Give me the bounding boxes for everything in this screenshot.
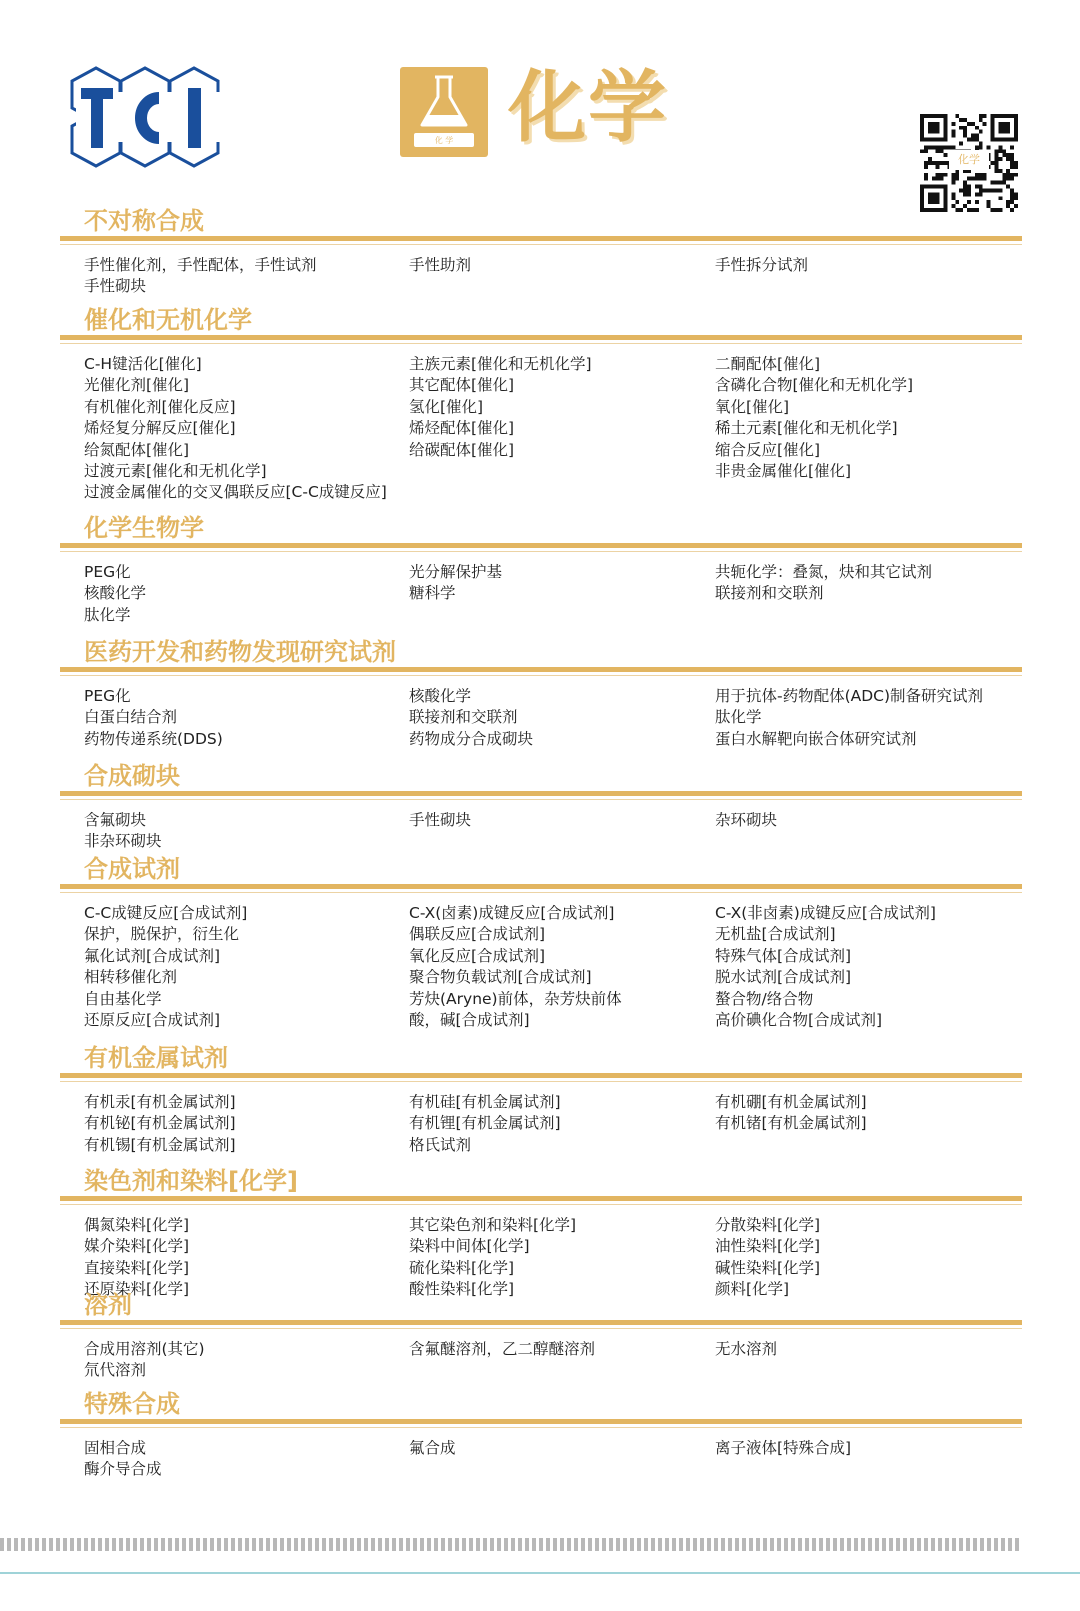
section-title: 合成砌块 (84, 762, 180, 790)
category-link[interactable]: 有机硅[有机金属试剂] (409, 1093, 561, 1111)
category-link[interactable]: 保护，脱保护，衍生化 (84, 925, 240, 944)
section-column (715, 903, 936, 1031)
category-link[interactable]: 自由基化学 (84, 989, 162, 1008)
section-rule-thin (60, 1328, 1022, 1329)
category-link[interactable]: 脱水试剂[合成试剂] (715, 968, 852, 987)
category-link[interactable]: 有机锡[有机金属试剂] (84, 1135, 236, 1154)
section-column (84, 354, 387, 504)
section-column (715, 1438, 851, 1459)
category-link[interactable]: 手性催化剂，手性配体，手性试剂 (84, 256, 317, 274)
category-link[interactable]: PEG化 (84, 563, 131, 581)
category-link[interactable]: 合成用溶剂(其它) (84, 1340, 205, 1358)
section-title: 合成试剂 (84, 855, 180, 883)
section-rule-thin (60, 675, 1022, 676)
category-link[interactable]: 格氏试剂 (409, 1135, 472, 1154)
category-link[interactable]: 固相合成 (84, 1439, 147, 1457)
category-link[interactable]: 缩合反应[催化] (715, 440, 821, 459)
section-rule-thin (60, 551, 1022, 552)
category-link[interactable]: PEG化 (84, 687, 131, 705)
category-link[interactable]: 有机催化剂[催化反应] (84, 397, 236, 416)
category-link[interactable]: 颜料[化学] (715, 1280, 790, 1299)
category-link[interactable]: C-H键活化[催化] (84, 355, 202, 373)
category-link[interactable]: 含氟醚溶剂，乙二醇醚溶剂 (409, 1340, 596, 1358)
section-column (409, 562, 502, 605)
category-link[interactable]: 特殊气体[合成试剂] (715, 946, 852, 965)
category-link[interactable]: 肽化学 (715, 708, 762, 727)
section-column (715, 1339, 777, 1360)
category-link[interactable]: 过渡金属催化的交叉偶联反应[C-C成键反应] (84, 483, 387, 502)
category-link[interactable]: 核酸化学 (84, 584, 147, 603)
category-link[interactable]: 酸性染料[化学] (409, 1280, 515, 1299)
category-link[interactable]: 药物成分合成砌块 (409, 729, 534, 748)
category-link[interactable]: 氘代溶剂 (84, 1361, 147, 1380)
section-column (715, 562, 932, 605)
section-column (409, 1215, 576, 1301)
category-link[interactable]: 非杂环砌块 (84, 832, 162, 851)
category-link[interactable]: 聚合物负载试剂[合成试剂] (409, 968, 592, 987)
section-column (715, 686, 983, 750)
section-title: 溶剂 (84, 1291, 132, 1319)
section-rule (60, 884, 1022, 889)
category-link[interactable]: 二酮配体[催化] (715, 355, 821, 373)
category-link[interactable]: 稀土元素[催化和无机化学] (715, 419, 898, 438)
category-link[interactable]: 光催化剂[催化] (84, 376, 190, 395)
section-rule (60, 1196, 1022, 1201)
section-rule (60, 1419, 1022, 1424)
section-rule (60, 791, 1022, 796)
section-column (84, 686, 223, 750)
category-link[interactable]: 烯烃配体[催化] (409, 419, 515, 438)
category-link[interactable]: 非贵金属催化[催化] (715, 462, 852, 481)
footer-dashed-bar (0, 1538, 1022, 1551)
section-column (409, 1339, 595, 1360)
category-link[interactable]: 氟合成 (409, 1439, 456, 1457)
category-link[interactable]: 药物传递系统(DDS) (84, 729, 223, 748)
category-link[interactable]: 偶联反应[合成试剂] (409, 925, 546, 944)
section-rule (60, 1320, 1022, 1325)
category-link[interactable]: 氧化[催化] (715, 397, 790, 416)
section-column (409, 354, 592, 461)
category-link[interactable]: 有机锗[有机金属试剂] (715, 1114, 867, 1133)
category-link[interactable]: 给氮配体[催化] (84, 440, 190, 459)
category-link[interactable]: 白蛋白结合剂 (84, 708, 178, 727)
category-link[interactable]: 偶氮染料[化学] (84, 1216, 190, 1234)
category-link[interactable]: 有机汞[有机金属试剂] (84, 1093, 236, 1111)
section-column (715, 1092, 867, 1135)
category-link[interactable]: 氟化试剂[合成试剂] (84, 946, 221, 965)
section-rule (60, 1073, 1022, 1078)
category-link[interactable]: 染料中间体[化学] (409, 1237, 530, 1256)
section-title: 医药开发和药物发现研究试剂 (84, 638, 396, 666)
category-link[interactable]: 其它染色剂和染料[化学] (409, 1216, 577, 1234)
category-link[interactable]: 含磷化合物[催化和无机化学] (715, 376, 914, 395)
category-link[interactable]: 其它配体[催化] (409, 376, 515, 395)
section-title: 有机金属试剂 (84, 1044, 228, 1072)
category-link[interactable]: 联接剂和交联剂 (715, 584, 824, 603)
category-link[interactable]: 油性染料[化学] (715, 1237, 821, 1256)
category-link[interactable]: 还原染料[化学] (84, 1280, 190, 1299)
section-column (409, 1438, 456, 1459)
category-link[interactable]: 高价碘化合物[合成试剂] (715, 1011, 883, 1030)
category-link[interactable]: 氢化[催化] (409, 397, 484, 416)
section-rule (60, 335, 1022, 340)
category-link[interactable]: 相转移催化剂 (84, 968, 178, 987)
category-link[interactable]: 还原反应[合成试剂] (84, 1011, 221, 1030)
section-column (84, 1339, 205, 1382)
section-rule-thin (60, 892, 1022, 893)
category-link[interactable]: 有机铋[有机金属试剂] (84, 1114, 236, 1133)
category-link[interactable]: 氧化反应[合成试剂] (409, 946, 546, 965)
section-column (715, 810, 777, 831)
section-rule-thin (60, 1204, 1022, 1205)
section-column (84, 903, 247, 1031)
category-link[interactable]: 有机锂[有机金属试剂] (409, 1114, 561, 1133)
category-link[interactable]: 杂环砌块 (715, 811, 778, 829)
icon-caption: 化 学 (434, 136, 454, 145)
category-link[interactable]: 碱性染料[化学] (715, 1258, 821, 1277)
section-title: 不对称合成 (84, 207, 204, 235)
section-title: 催化和无机化学 (84, 306, 252, 334)
category-link[interactable]: 直接染料[化学] (84, 1258, 190, 1277)
category-link[interactable]: 手性助剂 (409, 256, 472, 274)
section-column (84, 1438, 162, 1481)
category-link[interactable]: 含氟砌块 (84, 811, 147, 829)
category-link[interactable]: 芳炔(Aryne)前体，杂芳炔前体 (409, 989, 622, 1008)
page-title: 化学 (508, 63, 669, 153)
category-link[interactable]: 手性砌块 (84, 277, 147, 296)
category-link[interactable]: 无机盐[合成试剂] (715, 925, 836, 944)
section-rule-thin (60, 244, 1022, 245)
section-rule-thin (60, 343, 1022, 344)
category-link[interactable]: 分散染料[化学] (715, 1216, 821, 1234)
category-link[interactable]: 共轭化学：叠氮，炔和其它试剂 (715, 563, 933, 581)
section-title: 特殊合成 (84, 1390, 180, 1418)
section-column (715, 255, 808, 276)
category-link[interactable]: 用于抗体-药物配体(ADC)制备研究试剂 (715, 687, 984, 705)
section-column (715, 354, 913, 482)
category-link[interactable]: 糖科学 (409, 584, 456, 603)
section-column (409, 686, 533, 750)
section-rule-thin (60, 1081, 1022, 1082)
section-column (84, 810, 162, 853)
category-link[interactable]: 主族元素[催化和无机化学] (409, 355, 592, 373)
category-link[interactable]: C-X(非卤素)成键反应[合成试剂] (715, 904, 936, 922)
section-column (409, 255, 471, 276)
section-rule-thin (60, 1427, 1022, 1428)
category-link[interactable]: 酶介导合成 (84, 1460, 162, 1479)
section-column (84, 1215, 189, 1301)
category-link[interactable]: 螯合物/络合物 (715, 989, 814, 1008)
category-link[interactable]: 手性拆分试剂 (715, 256, 809, 274)
section-rule (60, 667, 1022, 672)
category-link[interactable]: 离子液体[特殊合成] (715, 1439, 852, 1457)
category-link[interactable]: 有机硼[有机金属试剂] (715, 1093, 867, 1111)
category-link[interactable]: C-C成键反应[合成试剂] (84, 904, 248, 922)
section-column (409, 810, 471, 831)
section-column (84, 1092, 236, 1156)
category-link[interactable]: 硫化染料[化学] (409, 1258, 515, 1277)
section-column (84, 562, 146, 626)
category-link[interactable]: 过渡元素[催化和无机化学] (84, 462, 267, 481)
section-column (715, 1215, 820, 1301)
category-link[interactable]: C-X(卤素)成键反应[合成试剂] (409, 904, 615, 922)
footer-line (0, 1572, 1080, 1574)
section-column (409, 903, 622, 1031)
section-rule-thin (60, 799, 1022, 800)
category-link[interactable]: 光分解保护基 (409, 563, 503, 581)
category-link[interactable]: 联接剂和交联剂 (409, 708, 518, 727)
section-column (84, 255, 317, 298)
section-column (409, 1092, 561, 1156)
category-link[interactable]: 酸，碱[合成试剂] (409, 1011, 530, 1030)
category-link[interactable]: 媒介染料[化学] (84, 1237, 190, 1256)
category-link[interactable]: 肽化学 (84, 605, 131, 624)
section-title: 化学生物学 (84, 514, 204, 542)
category-link[interactable]: 核酸化学 (409, 687, 472, 705)
category-link[interactable]: 手性砌块 (409, 811, 472, 829)
category-link[interactable]: 无水溶剂 (715, 1340, 778, 1358)
section-rule (60, 236, 1022, 241)
section-title: 染色剂和染料[化学] (84, 1167, 298, 1195)
chemistry-flask-icon-box (400, 67, 488, 157)
section-rule (60, 543, 1022, 548)
tci-logo (66, 62, 232, 172)
category-link[interactable]: 给碳配体[催化] (409, 440, 515, 459)
category-link[interactable]: 蛋白水解靶向嵌合体研究试剂 (715, 729, 917, 748)
qr-caption: 化学 (949, 150, 989, 170)
category-link[interactable]: 烯烃复分解反应[催化] (84, 419, 236, 438)
